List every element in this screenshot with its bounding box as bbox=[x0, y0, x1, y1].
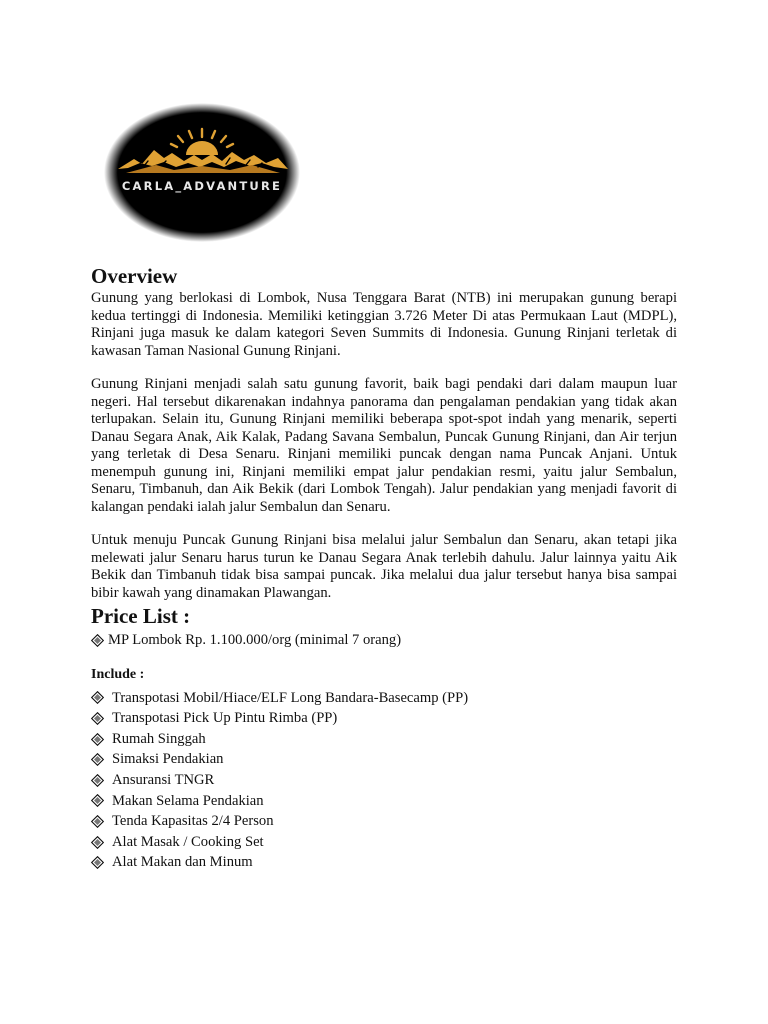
include-item-text: Tenda Kapasitas 2/4 Person bbox=[112, 813, 274, 830]
diamond-bullet-icon bbox=[91, 634, 104, 647]
price-line bbox=[91, 630, 677, 651]
include-item-text: Rumah Singgah bbox=[112, 730, 206, 747]
list-item bbox=[91, 688, 677, 709]
diamond-bullet-icon bbox=[91, 815, 104, 828]
overview-paragraph-1: Gunung yang berlokasi di Lombok, Nusa Tenggara Barat (NTB) ini merupakan gunung berapi kedua tertinggi di Indonesia. Memiliki ketinggian 3.726 Meter Di atas Permukaan Laut (MDPL), Rinjani juga masuk ke dalam kategori Seven Summits di Indonesia. Gunung Rinjani terletak di kawasan Taman Nasional Gunung Rinjani. bbox=[91, 290, 677, 359]
diamond-bullet-icon bbox=[91, 691, 104, 704]
diamond-bullet-icon bbox=[91, 774, 104, 787]
list-item bbox=[91, 749, 677, 770]
logo-text: CARLA_ADVANTURE bbox=[121, 179, 283, 193]
include-item-text: Transpotasi Mobil/Hiace/ELF Long Bandara-Basecamp (PP) bbox=[112, 689, 469, 706]
diamond-bullet-icon bbox=[91, 753, 104, 766]
overview-paragraph-3: Untuk menuju Puncak Gunung Rinjani bisa melalui jalur Sembalun dan Senaru, akan tetapi jika melewati jalur Senaru harus turun ke Danau Segara Anak terlebih dahulu. Jalur lainnya yaitu Aik Bekik dan Timbanuh tidak bisa sampai puncak. Jika melalui dua jalur tersebut hanya bisa sampai bibir kawah yang dinamakan Plawangan. bbox=[91, 532, 677, 601]
diamond-bullet-icon bbox=[91, 836, 104, 849]
list-item bbox=[91, 708, 677, 729]
document-body bbox=[91, 262, 677, 873]
price-list-heading: Price List : bbox=[91, 604, 191, 628]
include-label: Include : bbox=[91, 666, 145, 682]
diamond-bullet-icon bbox=[91, 733, 104, 746]
include-item-text: Transpotasi Pick Up Pintu Rimba (PP) bbox=[112, 710, 338, 727]
list-item bbox=[91, 811, 677, 832]
overview-paragraph-2: Gunung Rinjani menjadi salah satu gunung favorit, baik bagi pendaki dari dalam maupun luar negeri. Hal tersebut dikarenakan indahnya panorama dan pengalaman pendakian yang tidak akan terlupakan. Selain itu, Gunung Rinjani memiliki beberapa spot-spot indah yang menarik, seperti Danau Segara Anak, Aik Kalak, Padang Savana Sembalun, Puncak Gunung Rinjani, dan Air terjun yang terletak di Desa Senaru. Rinjani memiliki puncak dengan nama Puncak Anjani. Untuk menempuh gunung ini, Rinjani memiliki empat jalur pendakian resmi, yaitu jalur Sembalun, Senaru, Timbanuh, dan Aik Bekik (dari Lombok Tengah). Jalur pendakian yang menjadi favorit di kalangan pendaki ialah jalur Sembalun dan Senaru. bbox=[91, 376, 677, 515]
list-item bbox=[91, 832, 677, 853]
include-item-text: Alat Masak / Cooking Set bbox=[112, 833, 264, 850]
list-item bbox=[91, 729, 677, 750]
diamond-bullet-icon bbox=[91, 856, 104, 869]
list-item bbox=[91, 770, 677, 791]
list-item bbox=[91, 791, 677, 812]
include-item-text: Makan Selama Pendakian bbox=[112, 792, 264, 809]
mountain-sun-logo-icon bbox=[104, 103, 300, 242]
include-list bbox=[91, 688, 677, 873]
overview-heading: Overview bbox=[91, 264, 178, 288]
list-item bbox=[91, 852, 677, 873]
price-line-text: MP Lombok Rp. 1.100.000/org (minimal 7 orang) bbox=[108, 632, 402, 648]
include-item-text: Ansuransi TNGR bbox=[112, 771, 215, 788]
diamond-bullet-icon bbox=[91, 712, 104, 725]
carla-adventure-logo bbox=[104, 103, 300, 242]
diamond-bullet-icon bbox=[91, 794, 104, 807]
include-item-text: Alat Makan dan Minum bbox=[112, 854, 253, 871]
include-item-text: Simaksi Pendakian bbox=[112, 751, 224, 768]
